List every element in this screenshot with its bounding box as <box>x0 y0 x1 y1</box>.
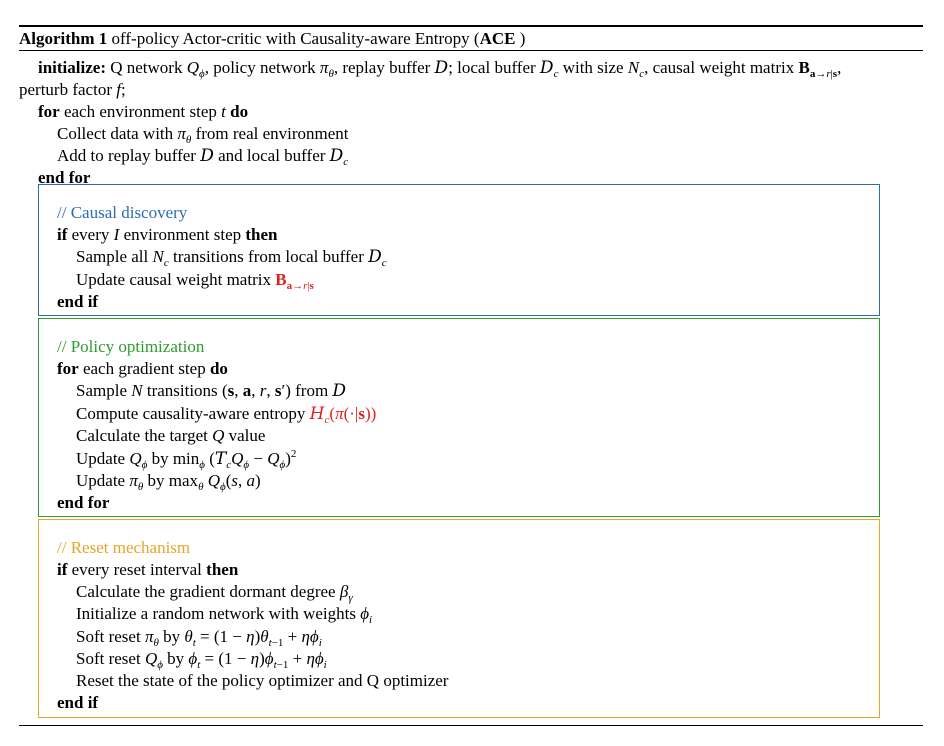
causal-comment-text: // Causal discovery <box>57 203 188 222</box>
reset-gradient-line: Calculate the gradient dormant degree $\beta_\gamma$ <box>76 582 353 604</box>
policy-comment-text: // Policy optimization <box>57 337 205 356</box>
policy-end-for-line <box>57 493 109 513</box>
init-causal-text: , causal weight matrix <box>644 58 799 77</box>
policy-update-q-by: by <box>147 449 173 468</box>
reset-soft-pi-text: Soft reset <box>76 627 145 646</box>
reset-gradient-text: Calculate the gradient dormant degree <box>76 582 340 601</box>
policy-update-pi-by: by <box>143 471 169 490</box>
causal-sample-text: Sample all <box>76 247 153 266</box>
algorithm-title-close: ) <box>515 29 526 48</box>
causal-end-if-line <box>57 292 98 312</box>
reset-comment-text: // Reset mechanism <box>57 538 191 557</box>
for-keyword: for <box>38 102 60 121</box>
reset-state-text: Reset the state of the policy optimizer and Q optimizer <box>76 671 449 690</box>
init-q-text: Q network <box>110 58 187 77</box>
policy-update-pi-line: Update $\pi_\theta$ by $\max_\theta Q_\phi(s$, a) <box>76 471 261 493</box>
bottom-rule <box>19 725 923 726</box>
if-keyword: if <box>57 560 68 579</box>
policy-sample-text: Sample <box>76 381 132 400</box>
policy-entropy-line: Compute causality-aware entropy $H_c(\pi(\cdot|s))$ <box>76 404 377 426</box>
initialize-keyword: initialize: <box>38 58 106 77</box>
reset-end-if-line <box>57 693 98 713</box>
reset-soft-q-line: Soft reset $Q_\phi$ by $\phi_t = (1 - \eta)\phi_{t-1} + \eta\phi_i$ <box>76 649 327 671</box>
then-keyword: then <box>245 225 278 244</box>
reset-soft-q-by: by <box>162 649 189 668</box>
causal-sample-tail: transitions from local buffer <box>168 247 369 266</box>
policy-update-q-text: Update <box>76 449 130 468</box>
causal-sample-line: Sample all $N_c$ transitions from local buffer $D_c$ <box>76 247 387 269</box>
init-size-text: with size <box>558 58 628 77</box>
reset-init-text: Initialize a random network with weights <box>76 604 361 623</box>
init-replay-text: , replay buffer <box>333 58 435 77</box>
policy-target-tail: value <box>224 426 266 445</box>
end-if-keyword: end if <box>57 292 99 311</box>
collect-tail-text: from real environment <box>191 124 349 143</box>
top-rule <box>19 25 923 27</box>
end-if-keyword: end if <box>57 693 99 712</box>
env-loop-text: each environment step <box>59 102 222 121</box>
reset-state-line <box>76 671 448 691</box>
policy-sample-mid: transitions <box>142 381 222 400</box>
do-keyword: do <box>209 359 228 378</box>
end-for-keyword: end for <box>38 168 91 187</box>
reset-comment <box>57 538 190 558</box>
causal-cond-post: environment step <box>119 225 246 244</box>
env-loop-header: for each environment step t do <box>38 102 249 121</box>
reset-if-line <box>57 560 238 580</box>
for-keyword: for <box>57 359 79 378</box>
init-policy-text: , policy network <box>204 58 320 77</box>
reset-soft-pi-by: by <box>158 627 185 646</box>
initialize-line-2: perturb factor f; <box>19 80 126 99</box>
causal-if-line: if every I environment step then <box>57 225 278 244</box>
policy-sample-line: Sample N transitions (s, a, r, s′) from D <box>76 381 347 401</box>
add-line: Add to replay buffer D and local buffer $D_c$ <box>57 146 349 168</box>
policy-update-q-line: Update $Q_\phi$ by $\min_\phi (T_cQ_\phi - Q_\phi)^2$ <box>76 448 297 471</box>
reset-soft-q-text: Soft reset <box>76 649 145 668</box>
algorithm-title: off-policy Actor-critic with Causality-aware Entropy ( <box>111 29 480 48</box>
causal-comment <box>57 203 187 223</box>
end-for-keyword: end for <box>57 493 110 512</box>
policy-for-line <box>57 359 228 379</box>
add-text: Add to replay buffer <box>57 146 201 165</box>
policy-sample-tail: from <box>290 381 333 400</box>
do-keyword: do <box>230 102 249 121</box>
collect-text: Collect data with <box>57 124 178 143</box>
algorithm-caption <box>19 29 525 49</box>
algorithm-label: Algorithm 1 <box>19 29 108 48</box>
policy-target-line: Calculate the target Q value <box>76 426 266 445</box>
causal-cond-pre: every <box>67 225 114 244</box>
policy-comment <box>57 337 204 357</box>
causal-update-line: Update causal weight matrix $B_{a\to r|s}$ <box>76 270 314 292</box>
reset-soft-pi-line: Soft reset $\pi_\theta$ by $\theta_t = (1 - \eta)\theta_{t-1} + \eta\phi_i$ <box>76 627 322 649</box>
init-perturb-text: perturb factor <box>19 80 117 99</box>
causal-update-text: Update causal weight matrix <box>76 270 276 289</box>
reset-cond-text: every reset interval <box>67 560 207 579</box>
collect-line: Collect data with $\pi_\theta$ from real environment <box>57 124 349 146</box>
add-mid-text: and local buffer <box>213 146 330 165</box>
initialize-line: initialize: Q network $Q_\phi$, policy network $\pi_\theta$, replay buffer D; local buffer $D_c$ with size $N_c$, causal weight matrix $B_{a\to r|s}$, <box>38 58 842 80</box>
then-keyword: then <box>206 560 239 579</box>
init-local-text: ; local buffer <box>448 58 540 77</box>
caption-rule <box>19 50 923 51</box>
algorithm-acronym: ACE <box>479 29 516 48</box>
policy-loop-text: each gradient step <box>78 359 210 378</box>
if-keyword: if <box>57 225 68 244</box>
reset-init-line: Initialize a random network with weights $\phi_i$ <box>76 604 373 626</box>
policy-target-text: Calculate the target <box>76 426 213 445</box>
policy-entropy-text: Compute causality-aware entropy <box>76 404 310 423</box>
policy-update-pi-text: Update <box>76 471 130 490</box>
